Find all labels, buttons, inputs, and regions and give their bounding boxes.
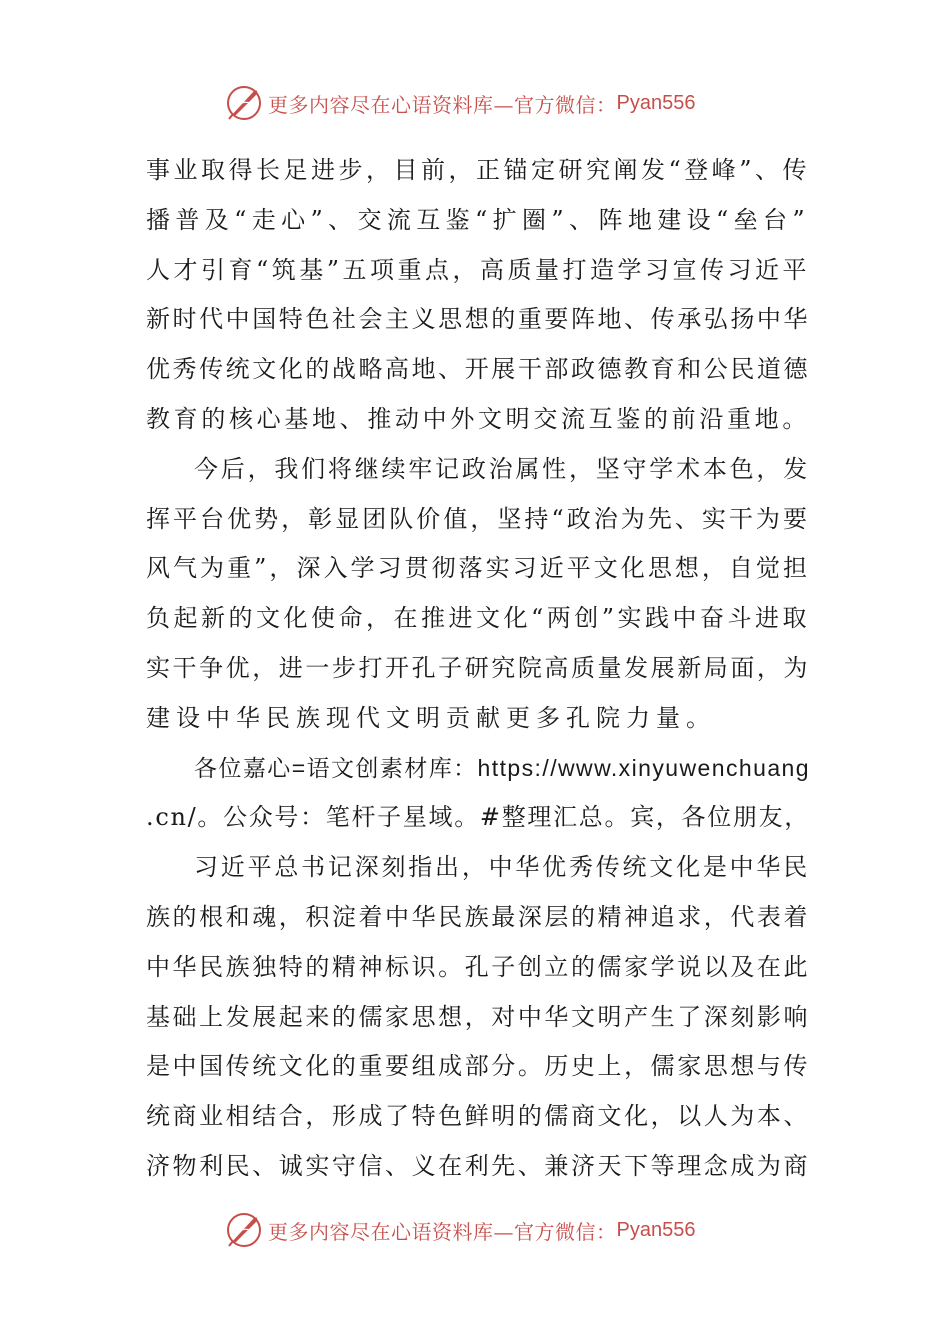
text-line: 实干争优，进一步打开孔子研究院高质量发展新局面，为	[146, 653, 810, 682]
text-line: 教育的核心基地、推动中外文明交流互鉴的前沿重地。	[146, 404, 810, 433]
text-line: 优秀传统文化的战略高地、开展干部政德教育和公民道德	[146, 355, 810, 384]
banner-wechat-id: Pyan556	[616, 1218, 696, 1241]
text-line: 济物利民、诚实守信、义在利先、兼济天下等理念成为商	[146, 1151, 810, 1180]
header-watermark-banner	[224, 82, 695, 124]
text-line: 统商业相结合，形成了特色鲜明的儒商文化，以人为本、	[146, 1102, 810, 1131]
text-line: 新时代中国特色社会主义思想的重要阵地、传承弘扬中华	[146, 305, 810, 334]
text-line: 基础上发展起来的儒家思想，对中华文明产生了深刻影响	[146, 1002, 810, 1031]
banner-text: 更多内容尽在心语资料库—官方微信：	[268, 92, 617, 117]
text-line: 播普及“走心”、交流互鉴“扩圈”、阵地建设“垒台”	[146, 205, 810, 234]
text-line: 风气为重”，深入学习贯彻落实习近平文化思想，自觉担	[146, 554, 810, 583]
quill-pen-logo-icon	[224, 1210, 264, 1250]
text-line: 是中国传统文化的重要组成部分。历史上，儒家思想与传	[146, 1052, 810, 1081]
body-text	[146, 146, 810, 1192]
text-line: 事业取得长足进步，目前，正锚定研究阐发“登峰”、传	[146, 156, 810, 184]
text-line: 建设中华民族现代文明贡献更多孔院力量。	[146, 703, 716, 732]
text-line: 人才引育“筑基”五项重点，高质量打造学习宣传习近平	[146, 255, 810, 284]
text-line: 中华民族独特的精神标识。孔子创立的儒家学说以及在此	[146, 952, 810, 981]
banner-text: 更多内容尽在心语资料库—官方微信：	[268, 1219, 617, 1244]
paragraph-start-line: 今后，我们将继续牢记政治属性，坚守学术本色，发	[194, 454, 810, 483]
text-line: .cn/。公众号：笔杆子星域。#整理汇总。宾，各位朋友，	[146, 803, 810, 832]
footer-watermark-banner	[224, 1209, 695, 1251]
text-line: 族的根和魂，积淀着中华民族最深层的精神追求，代表着	[146, 902, 810, 931]
text-line: 负起新的文化使命，在推进文化“两创”实践中奋斗进取	[146, 604, 810, 633]
paragraph-start-line: 各位嘉心=语文创素材库：https://www.xinyuwenchuang	[194, 754, 810, 781]
banner-wechat-id: Pyan556	[616, 91, 696, 114]
quill-pen-logo-icon	[224, 83, 264, 123]
text-line: 挥平台优势，彰显团队价值，坚持“政治为先、实干为要	[146, 504, 810, 533]
paragraph-start-line: 习近平总书记深刻指出，中华优秀传统文化是中华民	[194, 853, 810, 882]
